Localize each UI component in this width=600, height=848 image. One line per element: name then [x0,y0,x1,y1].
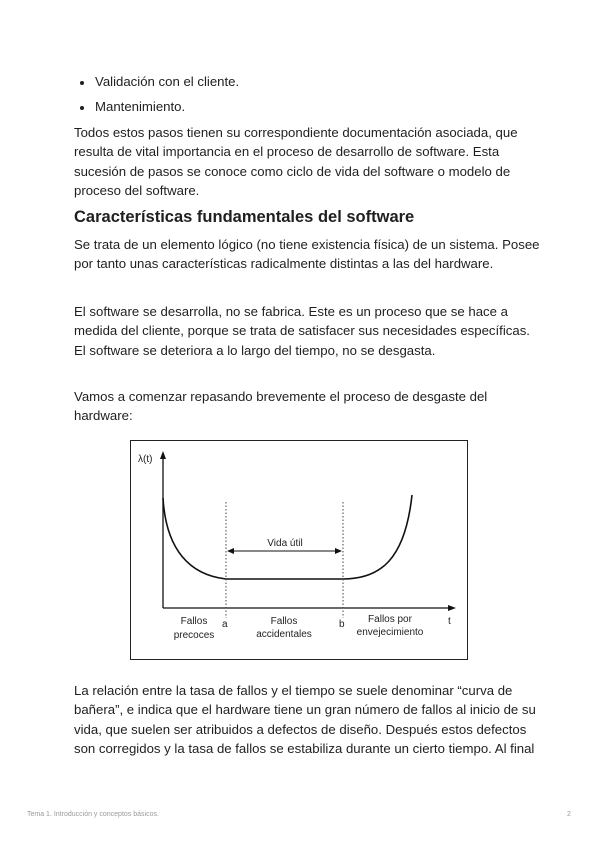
footer-title: Tema 1. Introducción y conceptos básicos. [27,811,159,818]
text-line: sucesión de pasos se conoce como ciclo de vida del software o modelo de [74,163,511,179]
paragraph-4 [74,387,487,426]
text-line: Fallos por [368,614,412,625]
list-item [80,99,185,114]
text-line: envejecimiento [356,627,424,638]
text-line: El software se desarrolla, no se fabrica. Este es un proceso que se hace a [74,304,508,319]
text-line: accidentales [256,629,312,640]
text-line: hardware: [74,408,133,424]
paragraph-5 [74,681,536,759]
y-axis-arrow [160,451,166,459]
failure-rate-curve [163,495,412,579]
paragraph-2 [74,235,540,274]
text-line: La relación entre la tasa de fallos y el tiempo se suele denominar “curva de [74,683,513,698]
list-item-text: Validación con el cliente. [95,74,240,89]
section-heading: Características fundamentales del software [74,208,415,226]
text-line: son corregidos y la tasa de fallos se estabiliza durante un cierto tiempo. Al final [74,741,535,757]
text-line: bañera”, e indica que el hardware tiene un gran número de fallos al inicio de su [74,702,536,718]
text-line: precoces [173,630,215,641]
bathtub-curve-figure [130,440,468,660]
text-line: resulta de vital importancia en el proceso de desarrollo de software. Esta [74,144,500,160]
y-axis-label: λ(t) [138,454,153,465]
text-line: Se trata de un elemento lógico (no tiene existencia física) de un sistema. Posee [74,237,540,252]
list-item [80,74,239,89]
text-line: Fallos [270,616,298,627]
text-line: por tanto unas características radicalmente distintas a las del hardware. [74,256,494,272]
list-item-text: Mantenimiento. [95,99,186,114]
text-line: Todos estos pasos tienen su correspondiente documentación asociada, que [74,125,518,140]
text-line: Vamos a comenzar repasando brevemente el proceso de desgaste del [74,389,488,404]
text-line: medida del cliente, porque se trata de satisfacer sus necesidades específicas. [74,323,530,339]
text-line: El software se deteriora a lo largo del tiempo, no se desgasta. [74,342,436,358]
page-number: 2 [567,811,571,818]
x-axis-arrow [448,605,456,611]
x-axis-label: t [448,616,451,627]
paragraph-1 [74,123,518,201]
text-line: vida, que suelen ser atribuidos a defectos de diseño. Después estos defectos [74,721,527,737]
mark-a: a [222,619,228,630]
mark-b: b [339,619,345,630]
text-line: proceso del software. [74,183,200,199]
text-line: Fallos [180,616,208,627]
paragraph-3 [74,302,530,360]
useful-life-label: Vida útil [267,538,303,549]
